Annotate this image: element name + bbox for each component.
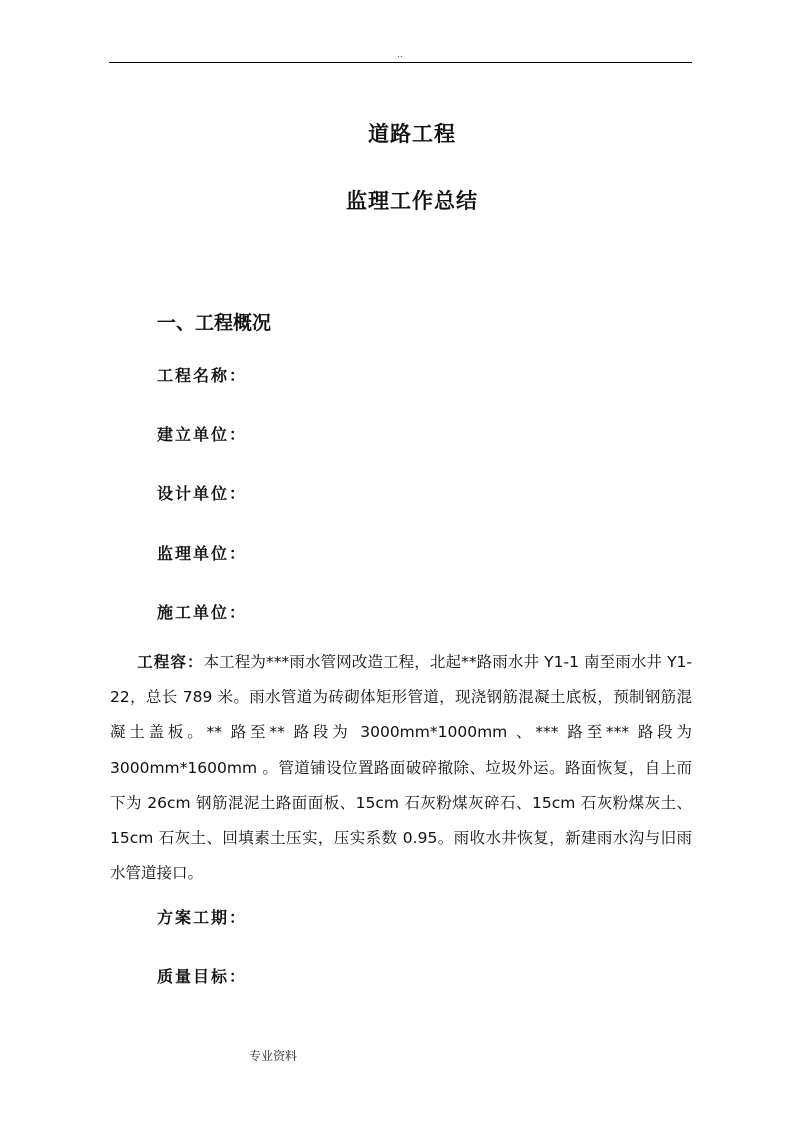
- field-quality-target: 质量目标：: [157, 967, 248, 986]
- field-project-name: 工程名称：: [157, 366, 248, 385]
- content-text: 本工程为***雨水管网改造工程，北起**路雨水井 Y1-1 南至雨水井 Y1-22，总长 789 米。雨水管道为砖砌体矩形管道，现浇钢筋混凝土底板，预制钢筋混凝土盖板。** 路至** 路段为 3000mm*1000mm 、*** 路至*** 路段为 3000mm*1600mm 。管道铺设位置路面破碎撤除、垃圾外运。路面恢复，自上而下为 26cm 钢筋混泥土路面面板、15cm 石灰粉煤灰碎石、15cm 石灰粉煤灰土、15cm 石灰土、回填素土压实，压实系数 0.95。雨收水井恢复，新建雨水沟与旧雨水管道接口。: [110, 653, 692, 883]
- field-supervision-unit: 监理单位：: [157, 544, 248, 563]
- field-design-unit: 设计单位：: [157, 484, 248, 503]
- content-label: 工程容：: [137, 653, 204, 671]
- header-rule: [109, 62, 692, 63]
- document-title: 道路工程: [368, 122, 456, 146]
- document-subtitle: 监理工作总结: [346, 189, 478, 213]
- field-client-unit: 建立单位：: [157, 425, 248, 444]
- footer-text: 专业资料: [249, 1049, 298, 1063]
- field-construction-unit: 施工单位：: [157, 603, 248, 622]
- section-heading: 一、工程概况: [157, 312, 272, 334]
- field-plan-period: 方案工期：: [157, 908, 248, 927]
- header-mark: ..: [397, 50, 403, 60]
- project-content-paragraph: [110, 645, 692, 891]
